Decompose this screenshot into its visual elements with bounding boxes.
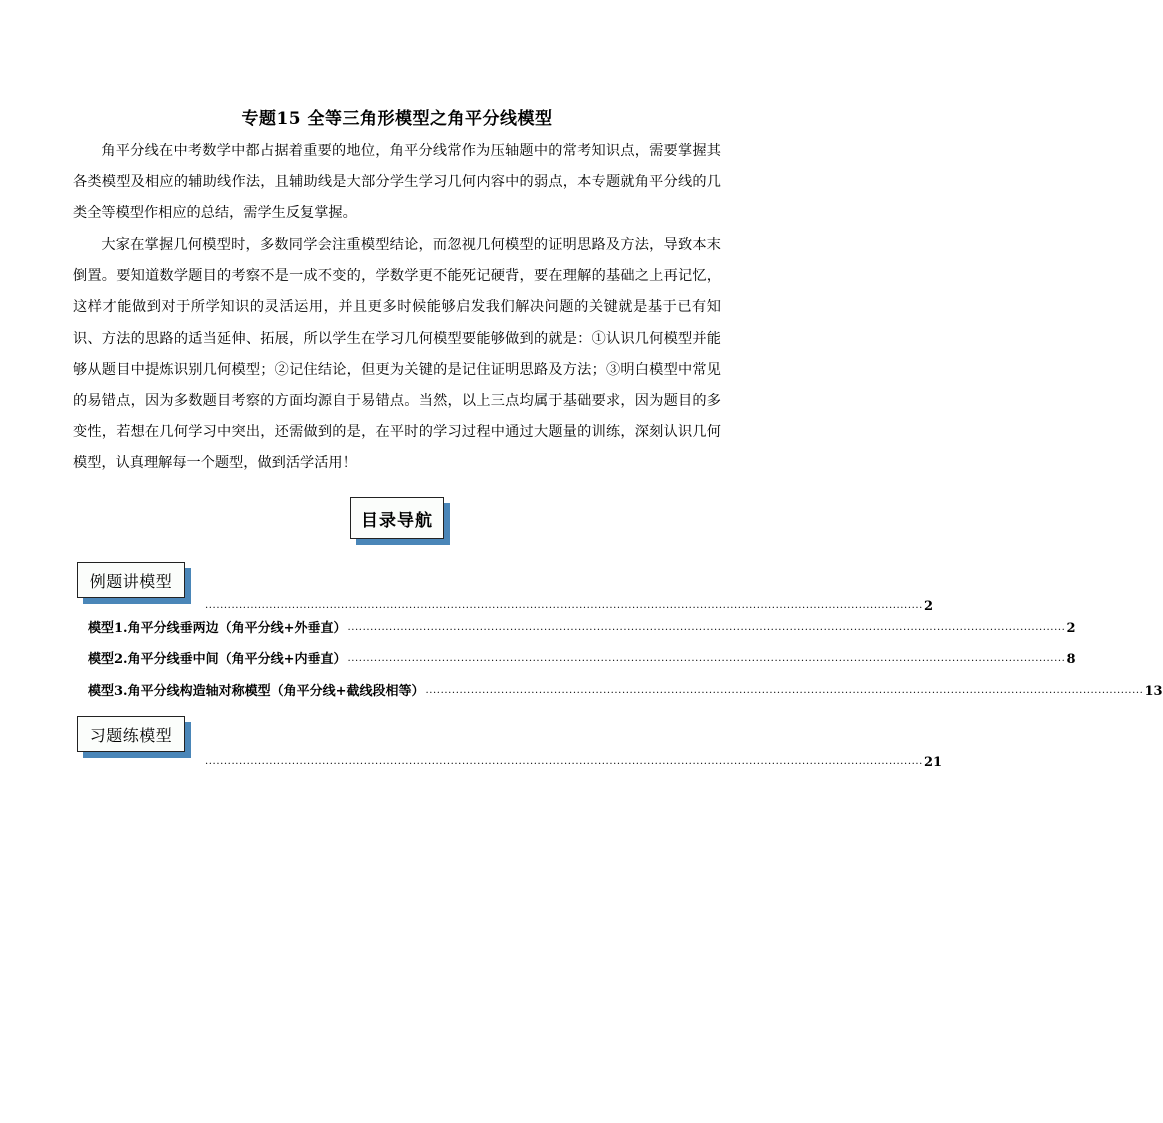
section-heading-label: 例题讲模型 [77,562,185,598]
toc-leader-dots: .............................................................................................................................................................................................. [425,685,1144,696]
toc-entry-model-1[interactable] [88,616,1076,636]
toc-leader-dots: .............................................................................................................................................................................................. [347,653,1066,664]
toc-leader-dots: .............................................................................................................................................................................................. [205,600,923,611]
toc-entry-model-2[interactable] [88,647,1076,667]
toc-leader-dots: .............................................................................................................................................................................................. [205,756,923,767]
section-heading-label: 习题练模型 [77,716,185,752]
toc-entry-label: 模型1.角平分线垂两边（角平分线+外垂直） [88,621,347,636]
toc-leader-dots: .............................................................................................................................................................................................. [347,622,1066,633]
toc-entry-model-3[interactable] [88,679,1163,699]
toc-entry-section-examples[interactable] [204,594,934,614]
toc-page-number: 8 [1066,652,1076,667]
toc-entry-section-exercises[interactable] [204,750,943,770]
toc-page-number: 21 [923,755,943,770]
intro-paragraph-2: 大家在掌握几何模型时，多数同学会注重模型结论，而忽视几何模型的证明思路及方法，导致本末倒置。要知道数学题目的考察不是一成不变的，学数学更不能死记硬背，要在理解的基础之上再记忆，这样才能做到对于所学知识的灵活运用，并且更多时候能够启发我们解决问题的关键就是基于已有知识、方法的思路的适当延伸、拓展，所以学生在学习几何模型要能够做到的就是：①认识几何模型并能够从题目中提炼识别几何模型；②记住结论，但更为关键的是记住证明思路及方法；③明白模型中常见的易错点，因为多数题目考察的方面均源自于易错点。当然，以上三点均属于基础要求，因为题目的多变性，若想在几何学习中突出，还需做到的是，在平时的学习过程中通过大题量的训练，深刻认识几何模型，认真理解每一个题型，做到活学活用！ [73,237,721,472]
section-heading-exercises [77,716,185,752]
toc-page-number: 13 [1144,684,1163,699]
toc-nav-heading-label: 目录导航 [350,497,444,539]
toc-entry-label: 模型3.角平分线构造轴对称模型（角平分线+截线段相等） [88,684,425,699]
toc-page-number: 2 [923,599,934,614]
page-title: 专题15 全等三角形模型之角平分线模型 [241,109,553,129]
toc-nav-heading [350,497,444,539]
section-heading-examples [77,562,185,598]
toc-page-number: 2 [1066,621,1076,636]
toc-entry-label: 模型2.角平分线垂中间（角平分线+内垂直） [88,652,347,667]
intro-paragraph-1: 角平分线在中考数学中都占据着重要的地位，角平分线常作为压轴题中的常考知识点，需要掌握其各类模型及相应的辅助线作法，且辅助线是大部分学生学习几何内容中的弱点，本专题就角平分线的几类全等模型作相应的总结，需学生反复掌握。 [73,143,721,222]
